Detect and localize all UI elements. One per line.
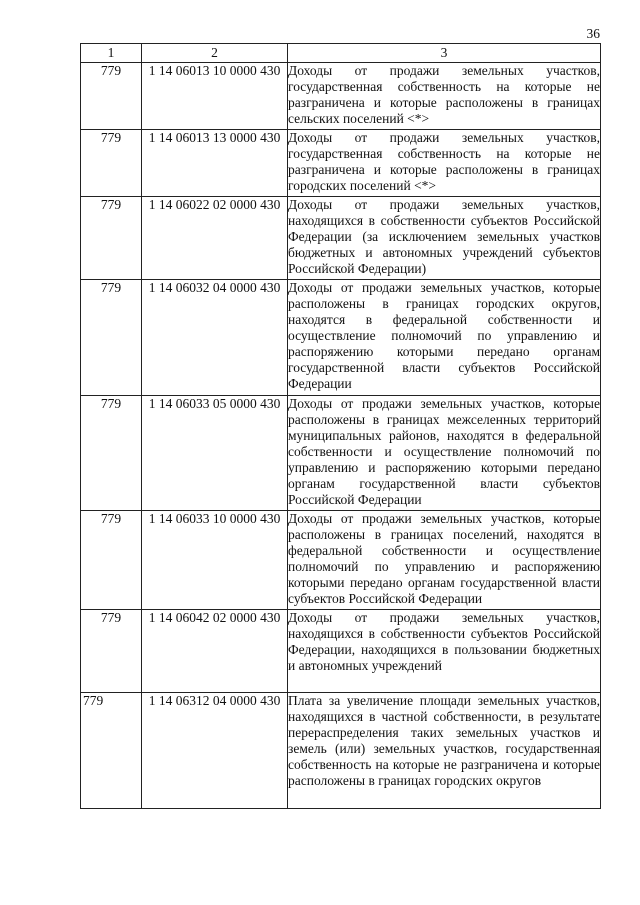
revenue-name-cell: Доходы от продажи земельных участков, государственная собственность на которые не разграничена и которые расположены в границах сельских поселений <*> — [288, 63, 601, 130]
admin-code-cell: 779 — [81, 610, 142, 693]
admin-code-cell: 779 — [81, 63, 142, 130]
revenue-name-cell: Доходы от продажи земельных участков, которые расположены в границах городских округов, находятся в федеральной собственности и осуществление полномочий по управлению и распоряжению которыми передано органам государственной власти субъектов Российской Федерации — [288, 280, 601, 396]
revenue-name-cell: Доходы от продажи земельных участков, которые расположены в границах межселенных территорий муниципальных районов, находятся в федеральной собственности и осуществление полномочий по управлению и распоряжению которыми передано органам государственной власти субъектов Российской Федерации — [288, 396, 601, 511]
table-row — [81, 63, 601, 130]
revenue-name-cell: Доходы от продажи земельных участков, государственная собственность на которые не разграничена и которые расположены в границах городских поселений <*> — [288, 130, 601, 197]
admin-code-cell: 779 — [81, 396, 142, 511]
admin-code-cell: 779 — [81, 511, 142, 610]
revenue-name-cell: Доходы от продажи земельных участков, находящихся в собственности субъектов Российской Федерации (за исключением земельных участков бюджетных и автономных учреждений субъектов Российской Федерации) — [288, 197, 601, 280]
budget-code-cell: 1 14 06013 13 0000 430 — [142, 130, 288, 197]
revenue-name-cell: Доходы от продажи земельных участков, находящихся в собственности субъектов Российской Федерации, находящихся в пользовании бюджетных и автономных учреждений — [288, 610, 601, 693]
budget-code-cell: 1 14 06033 10 0000 430 — [142, 511, 288, 610]
budget-code-cell: 1 14 06013 10 0000 430 — [142, 63, 288, 130]
admin-code-cell: 779 — [81, 130, 142, 197]
table-row — [81, 396, 601, 511]
table-row — [81, 197, 601, 280]
revenue-classification-table — [80, 43, 601, 809]
revenue-name-cell: Доходы от продажи земельных участков, которые расположены в границах поселений, находятся в федеральной собственности и осуществление полномочий по управлению и распоряжению которыми передано органам государственной власти субъектов Российской Федерации — [288, 511, 601, 610]
page-number: 36 — [586, 26, 600, 41]
column-header-3: 3 — [288, 44, 601, 63]
budget-code-cell: 1 14 06022 02 0000 430 — [142, 197, 288, 280]
table-row — [81, 130, 601, 197]
admin-code-cell: 779 — [81, 693, 142, 809]
table-row — [81, 280, 601, 396]
revenue-name-cell: Плата за увеличение площади земельных участков, находящихся в частной собственности, в результате перераспределения таких земельных участков и земель (или) земельных участков, государственная собственность на которые не разграничена и которые расположены в границах городских округов — [288, 693, 601, 809]
column-header-2: 2 — [142, 44, 288, 63]
table-row — [81, 511, 601, 610]
table-row — [81, 610, 601, 693]
column-header-1: 1 — [81, 44, 142, 63]
budget-code-cell: 1 14 06042 02 0000 430 — [142, 610, 288, 693]
table-row — [81, 693, 601, 809]
budget-code-cell: 1 14 06032 04 0000 430 — [142, 280, 288, 396]
header-row — [81, 44, 601, 63]
budget-code-cell: 1 14 06312 04 0000 430 — [142, 693, 288, 809]
admin-code-cell: 779 — [81, 280, 142, 396]
admin-code-cell: 779 — [81, 197, 142, 280]
budget-code-cell: 1 14 06033 05 0000 430 — [142, 396, 288, 511]
